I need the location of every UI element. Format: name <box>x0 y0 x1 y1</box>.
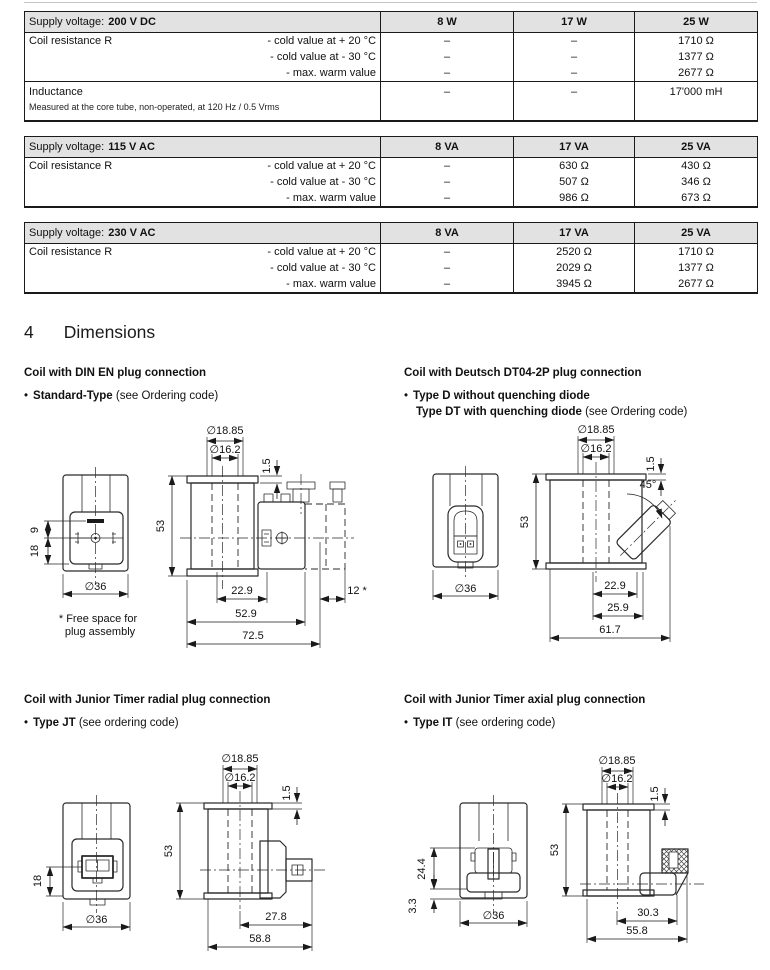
bullet-note: (see Ordering code) <box>581 406 688 418</box>
dim-label: ∅16.2 <box>209 444 241 456</box>
figure-caption: Coil with DIN EN plug connection <box>24 367 207 379</box>
figure-footnote: * Free space for <box>58 613 138 625</box>
row-sub-label: - max. warm value <box>286 278 377 290</box>
table-title-label: Supply voltage: <box>29 16 105 28</box>
bullet-note: (see ordering code) <box>452 717 556 729</box>
bullet-note: (see ordering code) <box>75 717 179 729</box>
dim-label: 3.3 <box>407 898 419 914</box>
spec-table-200vdc <box>24 11 758 122</box>
figure-din-en <box>24 367 404 660</box>
value-cell: – <box>381 82 514 103</box>
dim-label: 1.5 <box>649 786 661 802</box>
page-top-rule <box>24 2 757 3</box>
value-cell: 1377 Ω <box>635 260 758 276</box>
column-header: 25 W <box>635 12 758 33</box>
table-title-value: 200 V DC <box>108 16 156 28</box>
table-title-label: Supply voltage: <box>29 141 105 153</box>
table-header-row <box>25 12 758 33</box>
table-row <box>25 276 758 293</box>
dim-label: 18 <box>32 874 44 888</box>
section-title: Dimensions <box>63 322 156 342</box>
dim-label: ∅36 <box>454 583 477 595</box>
dim-label: ∅18.85 <box>221 753 259 765</box>
table-header-row <box>25 223 758 244</box>
bullet-dot: • <box>24 390 29 402</box>
spec-table-115vac <box>24 136 758 208</box>
dim-label: 55.8 <box>626 925 648 937</box>
value-cell: – <box>514 82 635 103</box>
dim-label: ∅16.2 <box>580 443 612 455</box>
dim-label: ∅18.85 <box>206 425 244 437</box>
dim-label: ∅18.85 <box>598 755 636 767</box>
table-row <box>25 49 758 65</box>
table-row <box>25 244 758 261</box>
value-cell: 3945 Ω <box>514 276 635 293</box>
dim-label: 30.3 <box>637 907 659 919</box>
bullet-note: (see Ordering code) <box>112 390 219 402</box>
table-row <box>25 33 758 50</box>
row-sub-label: - cold value at - 30 °C <box>270 262 377 274</box>
row-group-label: Inductance <box>25 82 221 103</box>
bullet-type-label: Type JT <box>33 717 76 729</box>
table-row-inductance <box>25 82 758 103</box>
table-title <box>25 223 381 244</box>
dim-label: 22.9 <box>604 580 626 592</box>
row-sub-label: - cold value at - 30 °C <box>270 176 376 188</box>
dim-label: 53 <box>549 843 561 857</box>
figure-bullets <box>24 715 404 747</box>
table-header-row <box>25 137 758 158</box>
value-cell: 2677 Ω <box>635 276 758 293</box>
bullet-type-label: Type DT with quenching diode <box>416 406 582 418</box>
column-header: 8 VA <box>381 137 514 158</box>
table-title <box>25 137 381 158</box>
dimension-drawing-din-en <box>24 422 374 660</box>
figure-bullets <box>404 388 757 420</box>
figure-bullets <box>404 715 757 747</box>
table-row <box>25 65 758 82</box>
dim-label: 27.8 <box>265 911 287 923</box>
dim-label: 1.5 <box>281 785 293 801</box>
value-cell: 1710 Ω <box>635 33 758 50</box>
value-cell: – <box>381 276 514 293</box>
column-header: 25 VA <box>635 223 758 244</box>
value-cell: – <box>381 49 514 65</box>
dim-label: 22.9 <box>231 585 253 597</box>
dim-label: ∅16.2 <box>601 773 633 785</box>
value-cell: – <box>381 174 514 190</box>
table-note-row <box>25 102 758 121</box>
row-group-label: Coil resistance R <box>29 35 113 47</box>
table-title-label: Supply voltage: <box>29 227 105 239</box>
bullet-dot: • <box>404 717 409 729</box>
dim-label: 72.5 <box>242 630 264 642</box>
figure-deutsch <box>404 367 757 660</box>
row-group-label: Coil resistance R <box>29 246 113 258</box>
value-cell: 507 Ω <box>514 174 635 190</box>
table-row <box>25 174 758 190</box>
dimension-drawing-jt <box>24 749 374 961</box>
row-sub-label: - max. warm value <box>286 67 377 79</box>
dim-label: 45° <box>639 479 657 491</box>
dim-label: 9 <box>29 526 41 534</box>
spec-table-230vac <box>24 222 758 294</box>
dim-label: 12 * <box>347 585 367 597</box>
dimension-drawing-it <box>404 749 756 961</box>
value-cell: – <box>514 65 635 82</box>
value-cell: – <box>514 33 635 50</box>
bullet-dot: • <box>24 717 29 729</box>
table-title-value: 115 V AC <box>108 141 155 153</box>
bullet-type-label: Standard-Type <box>33 390 113 402</box>
dim-label: 53 <box>155 519 167 533</box>
dim-label: 53 <box>519 515 531 529</box>
value-cell: – <box>381 190 514 207</box>
bullet-type-label: Type IT <box>413 717 453 729</box>
column-header: 25 VA <box>635 137 758 158</box>
bullet-type-label: Type D without quenching diode <box>413 390 590 402</box>
row-group-label: Coil resistance R <box>29 160 113 172</box>
value-cell: – <box>381 244 514 261</box>
column-header: 8 VA <box>381 223 514 244</box>
row-sub-label: - cold value at + 20 °C <box>267 160 376 172</box>
value-cell: 673 Ω <box>635 190 758 207</box>
table-row <box>25 260 758 276</box>
value-cell: 1377 Ω <box>635 49 758 65</box>
dim-label: ∅36 <box>84 581 107 593</box>
dim-label: 53 <box>163 844 175 858</box>
value-cell: 1710 Ω <box>635 244 758 261</box>
dim-label: ∅36 <box>85 914 108 926</box>
dim-label: 61.7 <box>599 624 621 636</box>
value-cell: – <box>381 158 514 175</box>
value-cell: 2677 Ω <box>635 65 758 82</box>
value-cell: – <box>381 65 514 82</box>
column-header: 8 W <box>381 12 514 33</box>
value-cell: 2029 Ω <box>514 260 635 276</box>
dim-label: ∅18.85 <box>577 424 615 436</box>
dimension-drawing-deutsch <box>404 422 756 660</box>
section-number: 4 <box>24 322 34 342</box>
figure-footnote: plug assembly <box>64 626 136 638</box>
dim-label: 25.9 <box>607 602 629 614</box>
value-cell: – <box>381 260 514 276</box>
bullet-dot: • <box>404 390 409 402</box>
section-heading <box>24 322 757 343</box>
table-row <box>25 190 758 207</box>
figure-caption: Coil with Junior Timer axial plug connection <box>404 694 646 706</box>
value-cell: 630 Ω <box>514 158 635 175</box>
dim-label: 52.9 <box>235 608 257 620</box>
figure-bullets <box>24 388 404 420</box>
row-sub-label: - cold value at + 20 °C <box>267 35 377 47</box>
column-header: 17 VA <box>514 223 635 244</box>
row-sub-label: - cold value at - 30 °C <box>270 51 377 63</box>
column-header: 17 VA <box>514 137 635 158</box>
figures-grid <box>24 367 757 961</box>
value-cell: 17'000 mH <box>635 82 758 103</box>
dim-label: 18 <box>29 544 41 558</box>
value-cell: 2520 Ω <box>514 244 635 261</box>
table-row <box>25 158 758 175</box>
dim-label: 1.5 <box>261 458 273 474</box>
figure-caption: Coil with Deutsch DT04-2P plug connection <box>404 367 642 379</box>
value-cell: – <box>381 33 514 50</box>
value-cell: – <box>514 49 635 65</box>
dim-label: 58.8 <box>249 933 271 945</box>
dim-label: 1.5 <box>645 456 657 472</box>
dim-label: ∅16.2 <box>224 772 256 784</box>
value-cell: 986 Ω <box>514 190 635 207</box>
column-header: 17 W <box>514 12 635 33</box>
row-sub-label: - cold value at + 20 °C <box>267 246 377 258</box>
figure-junior-timer-axial <box>404 694 757 961</box>
value-cell: 346 Ω <box>635 174 758 190</box>
table-title-value: 230 V AC <box>108 227 156 239</box>
measurement-note: Measured at the core tube, non-operated, at 120 Hz / 0.5 Vrms <box>29 102 280 112</box>
figure-junior-timer-radial <box>24 694 404 961</box>
row-sub-label: - max. warm value <box>286 192 376 204</box>
value-cell: 430 Ω <box>635 158 758 175</box>
dim-label: 24.4 <box>416 858 428 880</box>
figure-caption: Coil with Junior Timer radial plug connection <box>24 694 271 706</box>
table-title <box>25 12 381 33</box>
dim-label: ∅36 <box>482 910 505 922</box>
